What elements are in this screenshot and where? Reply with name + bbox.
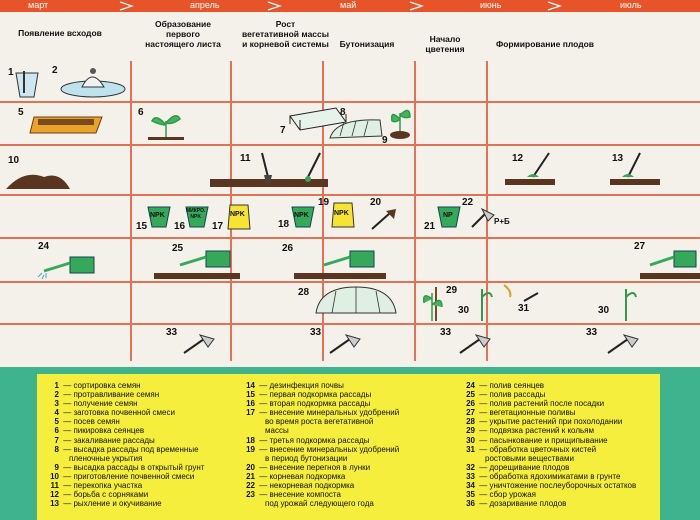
legend-item-text: — закаливание рассады xyxy=(61,435,155,445)
fertilizer-label: NPK xyxy=(150,212,165,219)
legend-item xyxy=(457,472,636,481)
fertilizer-label: NPK xyxy=(294,212,309,219)
legend-item xyxy=(457,390,636,399)
pinching-icon xyxy=(612,283,642,323)
legend-item xyxy=(41,445,204,454)
legend-item-text: — высадка рассады под временные xyxy=(61,444,199,454)
legend-item xyxy=(237,481,399,490)
legend-item-text: — сбор урожая xyxy=(477,490,536,500)
legend-item-text: — дезинфекция почвы xyxy=(257,381,344,390)
legend-item-number: 8 xyxy=(54,444,59,454)
transplant-icon xyxy=(386,105,416,139)
legend-item xyxy=(457,463,636,472)
month-label: март xyxy=(28,0,49,10)
month-arrows xyxy=(0,0,700,12)
pk-tag: Р+Б xyxy=(494,217,510,226)
step-number: 21 xyxy=(424,221,436,232)
legend-item-number: 36 xyxy=(466,499,475,509)
legend-item xyxy=(41,490,204,499)
legend-item xyxy=(237,490,399,499)
step-number: 9 xyxy=(382,135,388,146)
legend-item-number: 20 xyxy=(246,462,255,472)
grid-row-line xyxy=(0,237,700,239)
glass-icon xyxy=(14,69,44,99)
legend-item-text: — заготовка почвенной смеси xyxy=(61,408,175,418)
legend-item-number: 7 xyxy=(54,435,59,445)
legend-item-text: — уничтожение послеуборочных остатков xyxy=(477,481,637,491)
legend-item-text: — подвязка растений к кольям xyxy=(477,426,594,436)
legend-item-text: — полив растений после посадки xyxy=(477,399,605,409)
legend-item-text: — обработка цветочных кистей xyxy=(477,444,597,454)
step-number: 29 xyxy=(446,285,458,296)
legend-item-number: 11 xyxy=(50,481,59,491)
legend-item-number: 21 xyxy=(246,471,255,481)
legend-item-number: 25 xyxy=(466,390,475,400)
spray-flower-icon xyxy=(500,283,540,313)
legend-item-text: — протравливание семян xyxy=(61,390,160,400)
legend-item-text: — третья подкормка рассады xyxy=(257,435,370,445)
fertilizer-label: NPK xyxy=(230,211,245,218)
legend-item-number: 17 xyxy=(246,408,255,418)
legend-item-number: 29 xyxy=(466,426,475,436)
fertilizer-label: МИКРО. NPK xyxy=(186,208,206,220)
legend-item xyxy=(237,399,399,408)
grid-row-line xyxy=(0,101,700,103)
step-number: 19 xyxy=(318,197,330,208)
hoeing-icon xyxy=(610,151,660,187)
step-number: 20 xyxy=(370,197,382,208)
legend-item xyxy=(237,472,399,481)
legend-item xyxy=(41,426,204,435)
month-label: май xyxy=(340,0,357,10)
legend-item-text: — пасынкование и прищипывание xyxy=(477,435,608,445)
legend-item xyxy=(457,417,636,426)
step-number: 27 xyxy=(634,241,646,252)
legend-item-text: — некорневая подкормка xyxy=(257,481,355,491)
step-number: 2 xyxy=(52,65,58,76)
legend-item-text: — сортировка семян xyxy=(61,381,141,390)
legend-item xyxy=(457,499,636,508)
step-number: 5 xyxy=(18,107,24,118)
weeding-icon xyxy=(505,151,555,187)
legend-item-continuation: под урожай следующего года xyxy=(265,499,374,509)
legend-item-number: 35 xyxy=(466,490,475,500)
step-number: 28 xyxy=(298,287,310,298)
legend-item-text: — получение семян xyxy=(61,399,138,409)
legend-item xyxy=(41,472,204,481)
legend-item-number: 3 xyxy=(54,399,59,409)
legend-item-continuation: во время роста вегетативной xyxy=(265,417,374,427)
legend-item-number: 28 xyxy=(466,417,475,427)
stage-first-leaf: Образование первого настоящего листа xyxy=(145,19,221,49)
legend-item-text: — внесение перегноя в лунки xyxy=(257,462,371,472)
legend-item xyxy=(41,399,204,408)
step-number: 33 xyxy=(166,327,178,338)
schedule-grid xyxy=(0,61,700,361)
grid-row-line xyxy=(0,194,700,196)
legend-item-number: 13 xyxy=(50,499,59,509)
step-number: 16 xyxy=(174,221,186,232)
step-number: 15 xyxy=(136,221,148,232)
legend-item-continuation: в период бутонизации xyxy=(265,453,348,463)
watering-can-icon xyxy=(150,247,240,281)
step-number: 13 xyxy=(612,153,624,164)
legend-item-text: — посев семян xyxy=(61,417,120,427)
legend-item-text: — высадка рассады в открытый грунт xyxy=(61,462,205,472)
legend-item-number: 33 xyxy=(466,471,475,481)
legend-item xyxy=(457,381,636,390)
stage-fruiting: Формирование плодов xyxy=(495,39,595,49)
step-number: 12 xyxy=(512,153,524,164)
legend-item-text: — первая подкормка рассады xyxy=(257,390,372,400)
legend-item xyxy=(457,426,636,435)
step-number: 1 xyxy=(8,67,14,78)
step-number: 10 xyxy=(8,155,20,166)
month-label: июнь xyxy=(480,0,502,10)
step-number: 33 xyxy=(310,327,322,338)
soil-heap-icon xyxy=(4,169,74,191)
stage-growth: Рост вегетативной массы и корневой системы xyxy=(241,19,330,49)
legend-item-number: 26 xyxy=(466,399,475,409)
legend-item xyxy=(41,408,204,417)
step-number: 17 xyxy=(212,221,224,232)
fertilizer-label: NPK xyxy=(334,210,349,217)
legend-item-number: 6 xyxy=(54,426,59,436)
legend-item-number: 18 xyxy=(246,435,255,445)
legend-item-text: — вторая подкормка рассады xyxy=(257,399,371,409)
legend-item-number: 4 xyxy=(54,408,59,418)
month-label: апрель xyxy=(190,0,220,10)
legend-item-continuation: пленочные укрытия xyxy=(69,453,143,463)
stage-headers xyxy=(0,12,700,62)
step-number: 7 xyxy=(280,125,286,136)
legend-item-text: — рыхление и окучивание xyxy=(61,499,162,509)
seed-box-icon xyxy=(28,111,108,139)
legend-item xyxy=(41,436,204,445)
legend-item-text: — перекопка участка xyxy=(61,481,143,491)
legend-item-number: 14 xyxy=(246,381,255,390)
legend-item-text: — укрытие растений при похолодании xyxy=(477,417,623,427)
legend-column-2 xyxy=(237,381,399,508)
legend-item-continuation: массы xyxy=(265,426,289,436)
legend-item-text: — обработка ядохимикатами в грунте xyxy=(477,471,621,481)
legend-item-number: 5 xyxy=(54,417,59,427)
legend-item xyxy=(457,445,636,454)
legend-item xyxy=(41,463,204,472)
humus-scoop-icon xyxy=(368,207,398,233)
legend-panel xyxy=(37,374,660,520)
legend-item xyxy=(41,481,204,490)
legend-item-number: 2 xyxy=(54,390,59,400)
seed-bowl-icon xyxy=(58,63,128,99)
staked-plant-icon xyxy=(420,283,450,323)
legend-item-number: 12 xyxy=(50,490,59,500)
months-bar xyxy=(0,0,700,12)
step-number: 8 xyxy=(340,107,346,118)
pesticide-sprayer-icon xyxy=(326,333,366,359)
legend-item xyxy=(41,381,204,390)
legend-item xyxy=(237,408,399,417)
legend-item-continuation: ростовыми веществами xyxy=(485,453,574,463)
stage-emergence: Появление всходов xyxy=(18,28,102,38)
legend-item-text: — внесение минеральных удобрений xyxy=(257,444,400,454)
legend-item-number: 23 xyxy=(246,490,255,500)
dig-icon xyxy=(210,149,330,189)
legend-item xyxy=(237,436,399,445)
step-number: 22 xyxy=(462,197,474,208)
watering-can-icon xyxy=(640,247,700,281)
legend-item-number: 31 xyxy=(466,444,475,454)
legend-item xyxy=(237,390,399,399)
legend-item xyxy=(457,481,636,490)
legend-item-text: — приготовление почвенной смеси xyxy=(61,471,195,481)
legend-item-text: — пикировка сеянцев xyxy=(61,426,145,436)
step-number: 31 xyxy=(518,303,530,314)
step-number: 6 xyxy=(138,107,144,118)
step-number: 11 xyxy=(240,153,251,164)
step-number: 30 xyxy=(598,305,610,316)
pesticide-sprayer-icon xyxy=(604,333,644,359)
stage-budding: Бутонизация xyxy=(339,39,395,49)
watering-can-icon xyxy=(36,249,106,279)
legend-item-text: — вегетационные поливы xyxy=(477,408,576,418)
grid-row-line xyxy=(0,144,700,146)
legend-item-number: 9 xyxy=(54,462,59,472)
legend-item-text: — полив рассады xyxy=(477,390,546,400)
grid-row-line xyxy=(0,323,700,325)
legend-item-number: 16 xyxy=(246,399,255,409)
legend-item-text: — внесение компоста xyxy=(257,490,341,500)
step-number: 33 xyxy=(586,327,598,338)
legend-item-number: 19 xyxy=(246,444,255,454)
legend-item-number: 1 xyxy=(54,381,59,390)
legend-column-3 xyxy=(457,381,636,508)
legend-item-number: 22 xyxy=(246,481,255,491)
step-number: 33 xyxy=(440,327,452,338)
legend-item-number: 34 xyxy=(466,481,475,491)
pinching-icon xyxy=(468,283,498,323)
legend-item-number: 24 xyxy=(466,381,475,390)
legend-item xyxy=(457,408,636,417)
fertilizer-label: NP xyxy=(443,212,453,219)
legend-item-number: 30 xyxy=(466,435,475,445)
legend-item-text: — борьба с сорняками xyxy=(61,490,149,500)
legend-item xyxy=(41,390,204,399)
legend-item xyxy=(237,381,399,390)
step-number: 30 xyxy=(458,305,470,316)
seedling-icon xyxy=(146,111,186,141)
legend-item-text: — внесение минеральных удобрений xyxy=(257,408,400,418)
legend-column-1 xyxy=(41,381,204,508)
legend-item-text: — дорещивание плодов xyxy=(477,462,570,472)
legend-item-text: — корневая подкормка xyxy=(257,471,346,481)
legend-item xyxy=(237,445,399,454)
legend-item xyxy=(457,436,636,445)
legend-item xyxy=(457,490,636,499)
frost-cover-icon xyxy=(312,283,402,317)
step-number: 24 xyxy=(38,241,50,252)
step-number: 25 xyxy=(172,243,184,254)
legend-item-number: 32 xyxy=(466,462,475,472)
legend-item-text: — полив сеянцев xyxy=(477,381,545,390)
legend-item-number: 27 xyxy=(466,408,475,418)
month-label: июль xyxy=(620,0,642,10)
stage-flowering: Начало цветения xyxy=(425,34,465,54)
grid-col-line xyxy=(130,61,132,361)
legend-item xyxy=(41,499,204,508)
watering-can-icon xyxy=(290,247,390,281)
legend-item-number: 15 xyxy=(246,390,255,400)
step-number: 26 xyxy=(282,243,294,254)
legend-item-text: — дозаривание плодов xyxy=(477,499,567,509)
pesticide-sprayer-icon xyxy=(456,333,496,359)
pesticide-sprayer-icon xyxy=(180,333,220,359)
step-number: 18 xyxy=(278,219,290,230)
legend-item xyxy=(237,463,399,472)
legend-item xyxy=(457,399,636,408)
legend-item-number: 10 xyxy=(50,471,59,481)
legend-item xyxy=(41,417,204,426)
film-tunnel-icon xyxy=(326,116,386,140)
